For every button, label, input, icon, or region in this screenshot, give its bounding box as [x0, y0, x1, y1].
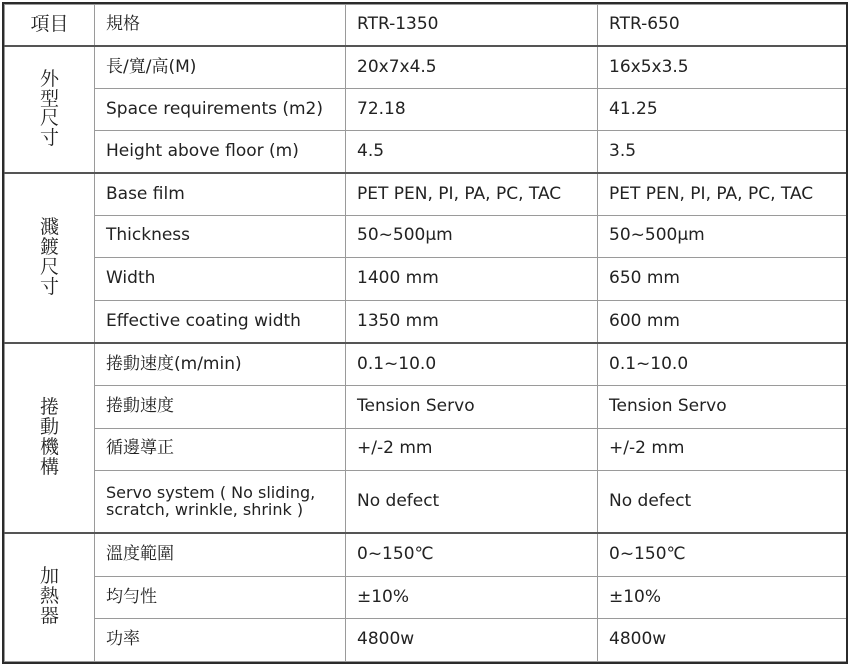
value-model-a: No defect [346, 470, 598, 533]
table-row [5, 343, 847, 385]
category-label: 加熱器 [39, 565, 59, 628]
spec-label: 溫度範圍 [95, 533, 346, 576]
value-model-b: 41.25 [598, 88, 847, 130]
table-row [5, 46, 847, 88]
value-model-a: 1400 mm [346, 257, 598, 300]
spec-label: Height above floor (m) [95, 130, 346, 173]
value-model-b: 600 mm [598, 300, 847, 343]
header-spec: 規格 [95, 5, 346, 47]
spec-label: Servo system ( No sliding, scratch, wrinkle, shrink ) [95, 470, 346, 533]
value-model-a: Tension Servo [346, 385, 598, 428]
value-model-b: 3.5 [598, 130, 847, 173]
spec-label: 循邊導正 [95, 428, 346, 470]
category-cell [5, 173, 95, 343]
value-model-b: 4800w [598, 618, 847, 661]
table-row [5, 300, 847, 343]
category-label: 捲動機構 [39, 396, 59, 478]
value-model-b: 16x5x3.5 [598, 46, 847, 88]
table-row [5, 385, 847, 428]
table-row [5, 470, 847, 533]
value-model-b: 50~500μm [598, 215, 847, 257]
spec-label: 捲動速度(m/min) [95, 343, 346, 385]
table-row [5, 428, 847, 470]
table-row [5, 576, 847, 618]
value-model-a: +/-2 mm [346, 428, 598, 470]
header-category: 項目 [5, 5, 95, 47]
spec-label: 捲動速度 [95, 385, 346, 428]
value-model-a: 0~150℃ [346, 533, 598, 576]
category-label: 濺鍍尺寸 [39, 215, 59, 298]
spec-table [4, 4, 847, 662]
value-model-b: ±10% [598, 576, 847, 618]
value-model-a: 72.18 [346, 88, 598, 130]
spec-label: 功率 [95, 618, 346, 661]
table-row [5, 215, 847, 257]
spec-label: Space requirements (m2) [95, 88, 346, 130]
table-row [5, 130, 847, 173]
value-model-a: 0.1~10.0 [346, 343, 598, 385]
spec-label: Effective coating width [95, 300, 346, 343]
value-model-b: 0.1~10.0 [598, 343, 847, 385]
spec-label: Width [95, 257, 346, 300]
value-model-b: 650 mm [598, 257, 847, 300]
value-model-b: +/-2 mm [598, 428, 847, 470]
spec-label: 均勻性 [95, 576, 346, 618]
category-cell [5, 533, 95, 661]
value-model-a: 50~500μm [346, 215, 598, 257]
category-cell [5, 46, 95, 173]
table-row [5, 257, 847, 300]
header-model-a: RTR-1350 [346, 5, 598, 47]
value-model-a: ±10% [346, 576, 598, 618]
header-row [5, 5, 847, 47]
value-model-b: 0~150℃ [598, 533, 847, 576]
value-model-a: 4.5 [346, 130, 598, 173]
value-model-a: 1350 mm [346, 300, 598, 343]
table-row [5, 618, 847, 661]
header-model-b: RTR-650 [598, 5, 847, 47]
value-model-b: PET PEN, PI, PA, PC, TAC [598, 173, 847, 215]
category-cell [5, 343, 95, 533]
value-model-b: No defect [598, 470, 847, 533]
category-label: 外型尺寸 [39, 67, 59, 150]
value-model-b: Tension Servo [598, 385, 847, 428]
table-row [5, 88, 847, 130]
value-model-a: PET PEN, PI, PA, PC, TAC [346, 173, 598, 215]
spec-label: 長/寬/高(M) [95, 46, 346, 88]
value-model-a: 4800w [346, 618, 598, 661]
spec-label: Thickness [95, 215, 346, 257]
table-row [5, 533, 847, 576]
table-row [5, 173, 847, 215]
spec-label: Base film [95, 173, 346, 215]
spec-table-frame [2, 2, 848, 664]
value-model-a: 20x7x4.5 [346, 46, 598, 88]
